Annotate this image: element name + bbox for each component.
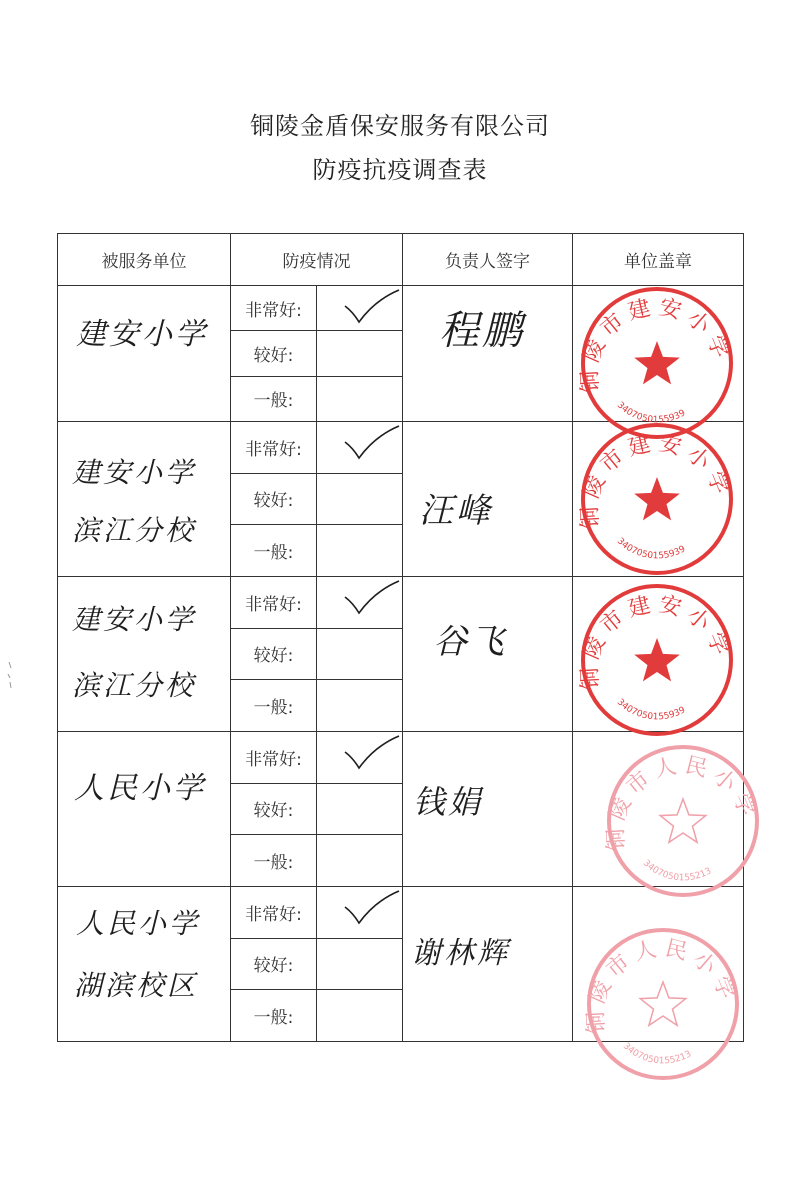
unit-handwriting: 建安小学 xyxy=(76,316,208,352)
seal-name-text: 铜陵市人民小学 xyxy=(583,935,742,1035)
signature-handwriting: 谷飞 xyxy=(433,621,507,662)
seal-name-text: 铜陵市建安小学 xyxy=(577,591,736,691)
rating-label: 非常好: xyxy=(231,731,317,783)
header-seal: 单位盖章 xyxy=(573,234,744,286)
scan-speck-icon xyxy=(6,660,14,690)
unit-cell xyxy=(58,886,231,1041)
rating-label: 一般: xyxy=(231,835,317,887)
rating-check-cell[interactable] xyxy=(317,835,403,887)
seal-cell xyxy=(573,576,744,731)
rating-label: 非常好: xyxy=(231,286,317,331)
rating-check-cell[interactable] xyxy=(317,576,403,628)
signature-cell xyxy=(403,286,573,422)
rating-label: 较好: xyxy=(231,331,317,376)
table-row xyxy=(58,886,744,938)
rating-label: 非常好: xyxy=(231,886,317,938)
survey-table xyxy=(57,233,762,1067)
rating-check-cell[interactable] xyxy=(317,473,403,525)
rating-check-cell[interactable] xyxy=(317,376,403,421)
rating-label: 较好: xyxy=(231,473,317,525)
rating-check-cell[interactable] xyxy=(317,731,403,783)
rating-check-cell[interactable] xyxy=(317,990,403,1042)
unit-handwriting: 人民小学 xyxy=(74,770,206,806)
rating-label: 较好: xyxy=(231,628,317,680)
header-unit: 被服务单位 xyxy=(58,234,231,286)
signature-cell xyxy=(403,731,573,886)
table-row xyxy=(58,421,744,473)
unit-handwriting: 滨江分校 xyxy=(72,513,197,547)
rating-label: 较好: xyxy=(231,938,317,990)
seal-cell xyxy=(573,421,744,576)
unit-handwriting: 人民小学 xyxy=(76,906,201,940)
checkmark-icon xyxy=(341,734,401,774)
seal-cell xyxy=(573,286,744,426)
official-seal-icon xyxy=(603,741,763,901)
unit-handwriting: 建安小学 xyxy=(72,455,197,489)
official-seal-icon xyxy=(577,419,737,579)
checkmark-icon xyxy=(341,889,401,929)
rating-check-cell[interactable] xyxy=(317,331,403,376)
official-seal-icon xyxy=(577,580,737,740)
rating-check-cell[interactable] xyxy=(317,421,403,473)
seal-code-text: 3407050155213 xyxy=(620,1041,694,1067)
signature-cell xyxy=(403,886,573,1041)
signature-cell xyxy=(403,576,573,731)
rating-label: 非常好: xyxy=(231,576,317,628)
seal-cell xyxy=(573,886,744,1067)
rating-label: 一般: xyxy=(231,525,317,577)
rating-check-cell[interactable] xyxy=(317,628,403,680)
signature-handwriting: 汪峰 xyxy=(419,490,493,531)
table-row xyxy=(58,731,744,783)
rating-label: 较好: xyxy=(231,783,317,835)
company-title: 铜陵金盾保安服务有限公司 xyxy=(250,112,550,140)
table-row xyxy=(58,576,744,628)
unit-cell xyxy=(58,576,231,731)
unit-handwriting: 滨江分校 xyxy=(72,668,197,702)
rating-check-cell[interactable] xyxy=(317,886,403,938)
rating-label: 非常好: xyxy=(231,421,317,473)
unit-cell xyxy=(58,731,231,886)
seal-code-text: 3407050155939 xyxy=(614,697,688,723)
seal-name-text: 铜陵市建安小学 xyxy=(577,294,736,394)
header-signature: 负责人签字 xyxy=(403,234,573,286)
seal-code-text: 3407050155939 xyxy=(614,400,688,426)
rating-check-cell[interactable] xyxy=(317,680,403,732)
rating-label: 一般: xyxy=(231,990,317,1042)
rating-check-cell[interactable] xyxy=(317,525,403,577)
rating-label: 一般: xyxy=(231,680,317,732)
signature-cell xyxy=(403,421,573,576)
seal-name-text: 铜陵市建安小学 xyxy=(577,430,736,530)
checkmark-icon xyxy=(341,288,401,328)
seal-cell xyxy=(573,731,762,886)
form-title: 防疫抗疫调查表 xyxy=(312,156,488,184)
official-seal-icon xyxy=(583,924,743,1084)
seal-code-text: 3407050155213 xyxy=(640,858,714,884)
unit-handwriting: 建安小学 xyxy=(72,602,197,636)
rating-label: 一般: xyxy=(231,376,317,421)
rating-check-cell[interactable] xyxy=(317,286,403,331)
signature-handwriting: 钱娟 xyxy=(413,782,484,821)
seal-code-text: 3407050155939 xyxy=(614,536,688,562)
checkmark-icon xyxy=(341,579,401,619)
checkmark-icon xyxy=(341,424,401,464)
signature-handwriting: 谢林辉 xyxy=(411,935,510,971)
header-row xyxy=(58,234,744,286)
rating-check-cell[interactable] xyxy=(317,783,403,835)
unit-handwriting: 湖滨校区 xyxy=(74,968,199,1002)
unit-cell xyxy=(58,421,231,576)
signature-handwriting: 程鹏 xyxy=(439,307,525,354)
unit-cell xyxy=(58,286,231,422)
table-row xyxy=(58,286,744,331)
seal-name-text: 铜陵市人民小学 xyxy=(603,752,762,852)
header-status: 防疫情况 xyxy=(231,234,403,286)
rating-check-cell[interactable] xyxy=(317,938,403,990)
